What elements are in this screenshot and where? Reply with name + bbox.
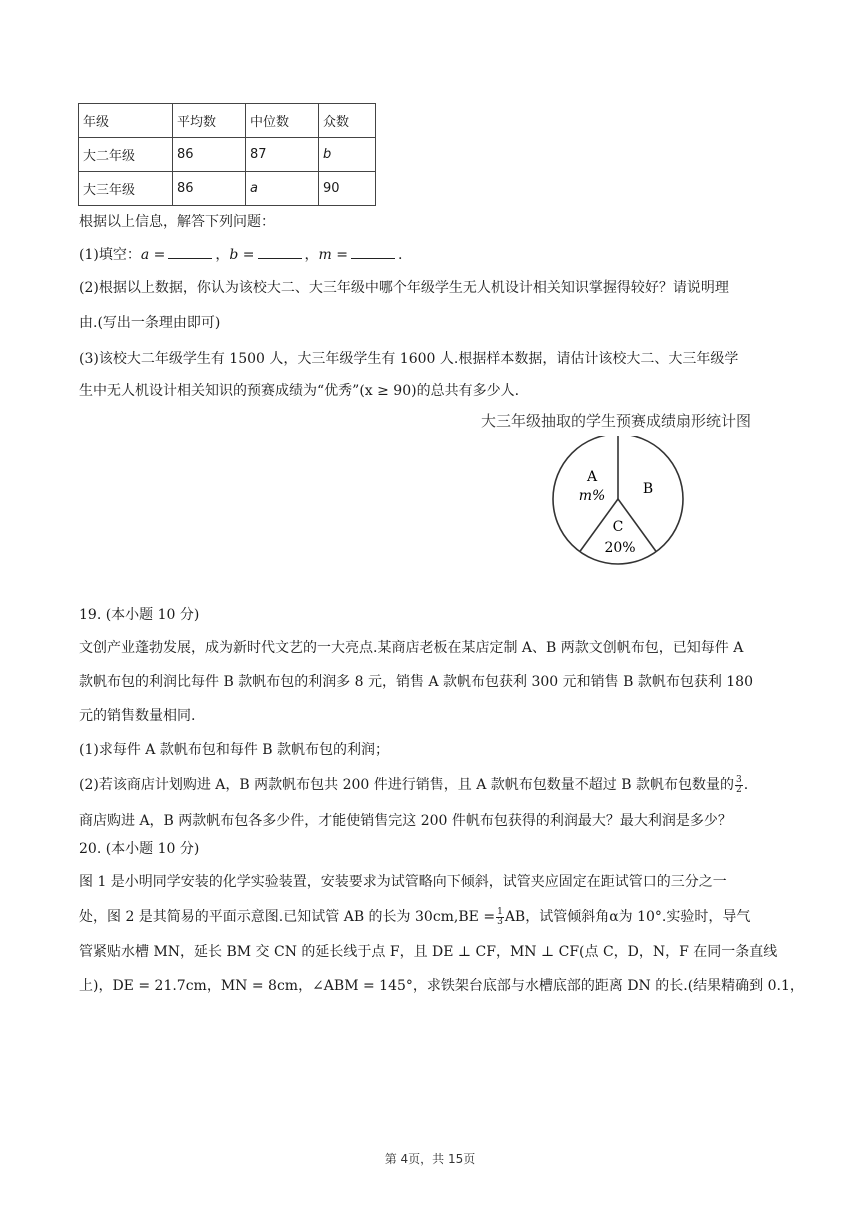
question-20-text-b: AB，试管倾斜角α为 10°.实验时，导气 <box>504 909 751 925</box>
answer-blank-m[interactable] <box>351 246 395 259</box>
pie-label-a-pct: m% <box>578 488 606 504</box>
question-20-title: 20. (本小题 10 分) <box>79 841 200 857</box>
question-19-part-1: (1)求每件 A 款帆布包和每件 B 款帆布包的利润； <box>79 742 390 758</box>
question-20-text: 图 1 是小明同学安装的化学实验装置，安装要求为试管略向下倾斜，试管夹应固定在距试管口的三分之一 <box>79 874 727 890</box>
fraction-one-third <box>496 908 504 927</box>
fraction-numerator: 1 <box>497 906 503 917</box>
answer-blank-b[interactable] <box>258 246 302 259</box>
question-18-part-2-cont: 由.(写出一条理由即可) <box>79 315 221 331</box>
question-18-part-3-cont: 生中无人机设计相关知识的预赛成绩为“优秀”(x ≥ 90)的总共有多少人. <box>79 383 520 399</box>
period: . <box>398 247 403 263</box>
pie-chart-title: 大三年级抽取的学生预赛成绩扇形统计图 <box>481 412 752 430</box>
pie-label-c: C <box>612 519 624 535</box>
separator: ， <box>215 247 230 263</box>
part-1-label: (1)填空： <box>79 247 141 263</box>
var-b-label: b = <box>229 247 255 263</box>
table-cell: b <box>319 138 376 172</box>
pie-label-a: A <box>586 469 598 485</box>
question-19-part-2-text: (2)若该商店计划购进 A，B 两款帆布包共 200 件进行销售，且 A 款帆布包数量不超过 B 款帆布包数量的 <box>79 777 734 793</box>
question-18-part-1 <box>79 245 402 265</box>
pie-label-c-pct: 20% <box>604 540 636 556</box>
fraction-denominator: 2 <box>735 784 742 795</box>
fraction-three-halves <box>735 776 743 795</box>
table-header-cell: 众数 <box>319 104 376 138</box>
fraction-denominator: 3 <box>497 916 503 927</box>
question-19-part-2-cont: 商店购进 A，B 两款帆布包各多少件，才能使销售完这 200 件帆布包获得的利润最大？最大利润是多少？ <box>79 813 732 829</box>
question-19-part-2 <box>79 775 748 795</box>
table-header-cell: 年级 <box>79 104 173 138</box>
table-cell: a <box>246 172 319 206</box>
question-19-title: 19. (本小题 10 分) <box>79 607 200 623</box>
table-cell: 大二年级 <box>79 138 173 172</box>
instruction-text: 根据以上信息，解答下列问题： <box>79 214 275 230</box>
table-cell: 86 <box>173 172 246 206</box>
question-20-text: 管紧贴水槽 MN，延长 BM 交 CN 的延长线于点 F，且 DE ⊥ CF，MN ⊥ CF(点 C，D，N，F 在同一条直线 <box>79 944 778 960</box>
table-row <box>79 172 376 206</box>
table-cell: 90 <box>319 172 376 206</box>
table-cell: 87 <box>246 138 319 172</box>
table-header-cell: 平均数 <box>173 104 246 138</box>
separator: ， <box>304 247 319 263</box>
question-19-text: 元的销售数量相同. <box>79 708 196 724</box>
question-20-text: 上)，DE = 21.7cm，MN = 8cm，∠ABM = 145°，求铁架台底部与水槽底部的距离 DN 的长.(结果精确到 0.1， <box>79 978 804 994</box>
var-a-label: a = <box>140 247 166 263</box>
question-19-text: 文创产业蓬勃发展，成为新时代文艺的一大亮点.某商店老板在某店定制 A、B 两款文创帆布包，已知每件 A <box>79 640 744 656</box>
pie-chart <box>548 436 688 566</box>
pie-label-b: B <box>642 481 654 497</box>
question-19-text: 款帆布包的利润比每件 B 款帆布包的利润多 8 元，销售 A 款帆布包获利 300 元和销售 B 款帆布包获利 180 <box>79 674 753 690</box>
question-20-text-a: 处，图 2 是其简易的平面示意图.已知试管 AB 的长为 30cm,BE = <box>79 909 496 925</box>
grade-stats-table <box>78 103 376 206</box>
question-20-text <box>79 907 750 927</box>
question-18-part-2: (2)根据以上数据，你认为该校大二、大三年级中哪个年级学生无人机设计相关知识掌握得较好？请说明理 <box>79 280 729 296</box>
table-cell: 大三年级 <box>79 172 173 206</box>
page-footer: 第 4页，共 15页 <box>384 1152 476 1166</box>
table-header-row <box>79 104 376 138</box>
table-header-cell: 中位数 <box>246 104 319 138</box>
question-18-part-3: (3)该校大二年级学生有 1500 人，大三年级学生有 1600 人.根据样本数据，请估计该校大二、大三年级学 <box>79 351 739 367</box>
period: . <box>743 777 749 793</box>
table-cell: 86 <box>173 138 246 172</box>
fraction-numerator: 3 <box>735 774 742 785</box>
table-row <box>79 138 376 172</box>
var-m-label: m = <box>318 247 348 263</box>
answer-blank-a[interactable] <box>168 246 212 259</box>
